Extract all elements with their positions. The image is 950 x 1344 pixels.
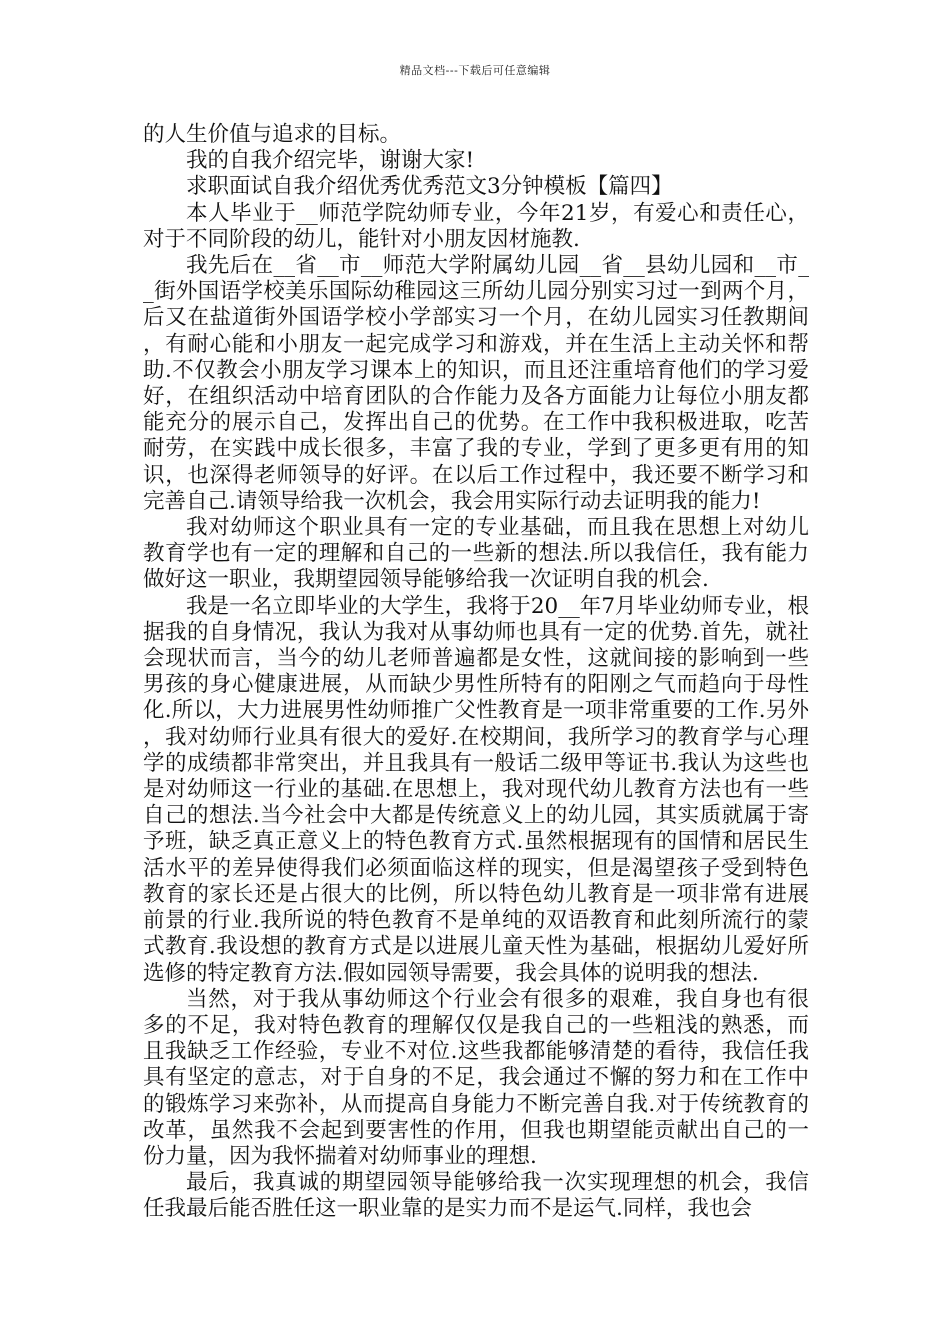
- paragraph-internship: 我先后在__省__市__师范大学附属幼儿园__省__县幼儿园和__市__街外国语学校美乐国际幼稚园这三所幼儿园分别实习过一到两个月，后又在盐道街外国语学校小学部实习一个月，在幼儿园实习任教期间，有耐心能和小朋友一起完成学习和游戏，并在生活上主动关怀和帮助.不仅教会小朋友学习课本上的知识，而且还注重培育他们的学习爱好，在组织活动中培育团队的合作能力及各方面能力让每位小朋友都能充分的展示自己，发挥出自己的优势。在工作中我积极进取，吃苦耐劳，在实践中成长很多，丰富了我的专业，学到了更多更有用的知识，也深得老师领导的好评。在以后工作过程中，我还要不断学习和完善自己.请领导给我一次机会，我会用实际行动去证明我的能力!: [143, 253, 809, 514]
- page-header: 精品文档---下载后可任意编辑: [399, 64, 551, 77]
- paragraph-final: 最后，我真诚的期望园领导能够给我一次实现理想的机会，我信任我最后能否胜任这一职业靠的是实力而不是运气.同样，我也会: [143, 1170, 809, 1222]
- paragraph-advantages: 我是一名立即毕业的大学生，我将于20__年7月毕业幼师专业，根据我的自身情况，我认为我对从事幼师也具有一定的优势.首先，就社会现状而言，当今的幼儿老师普遍都是女性，这就间接的影响到一些男孩的身心健康进展，从而缺少男性所特有的阳刚之气而趋向于母性化.所以，大力进展男性幼师推广父性教育是一项非常重要的工作.另外，我对幼师行业具有很大的爱好.在校期间，我所学习的教育学与心理学的成绩都非常突出，并且我具有一般话二级甲等证书.我认为这些也是对幼师这一行业的基础.在思想上，我对现代幼儿教育方法也有一些自己的想法.当今社会中大都是传统意义上的幼儿园，其实质就属于寄予班，缺乏真正意义上的特色教育方式.虽然根据现有的国情和居民生活水平的差异使得我们必须面临这样的现实，但是渴望孩子受到特色教育的家长还是占很大的比例，所以特色幼儿教育是一项非常有进展前景的行业.我所说的特色教育不是单纯的双语教育和此刻所流行的蒙式教育.我设想的教育方式是以进展儿童天性为基础，根据幼儿爱好所选修的特定教育方法.假如园领导需要，我会具体的说明我的想法.: [143, 593, 809, 986]
- document-body: [143, 122, 809, 1223]
- paragraph-closing-remark: 我的自我介绍完毕，谢谢大家!: [186, 148, 475, 174]
- paragraph-continuation: 的人生价值与追求的目标。: [143, 122, 402, 147]
- paragraph-intro: 本人毕业于__师范学院幼师专业，今年21岁，有爱心和责任心，对于不同阶段的幼儿，能针对小朋友因材施教.: [143, 200, 809, 252]
- paragraph-difficulties: 当然，对于我从事幼师这个行业会有很多的艰难，我自身也有很多的不足，我对特色教育的理解仅仅是我自己的一些粗浅的熟悉，而且我缺乏工作经验，专业不对位.这些我都能够清楚的看待，我信任我具有坚定的意志，对于自身的不足，我会通过不懈的努力和在工作中的锻炼学习来弥补，从而提高自身能力不断完善自我.对于传统教育的改革，虽然我不会起到要害性的作用，但我也期望能贡献出自己的一份力量，因为我怀揣着对幼师事业的理想.: [143, 986, 809, 1169]
- paragraph-professional-basis: 我对幼师这个职业具有一定的专业基础，而且我在思想上对幼儿教育学也有一定的理解和自己的一些新的想法.所以我信任，我有能力做好这一职业，我期望园领导能够给我一次证明自我的机会.: [143, 515, 809, 593]
- section-heading: 求职面试自我介绍优秀优秀范文3分钟模板【篇四】: [186, 174, 673, 200]
